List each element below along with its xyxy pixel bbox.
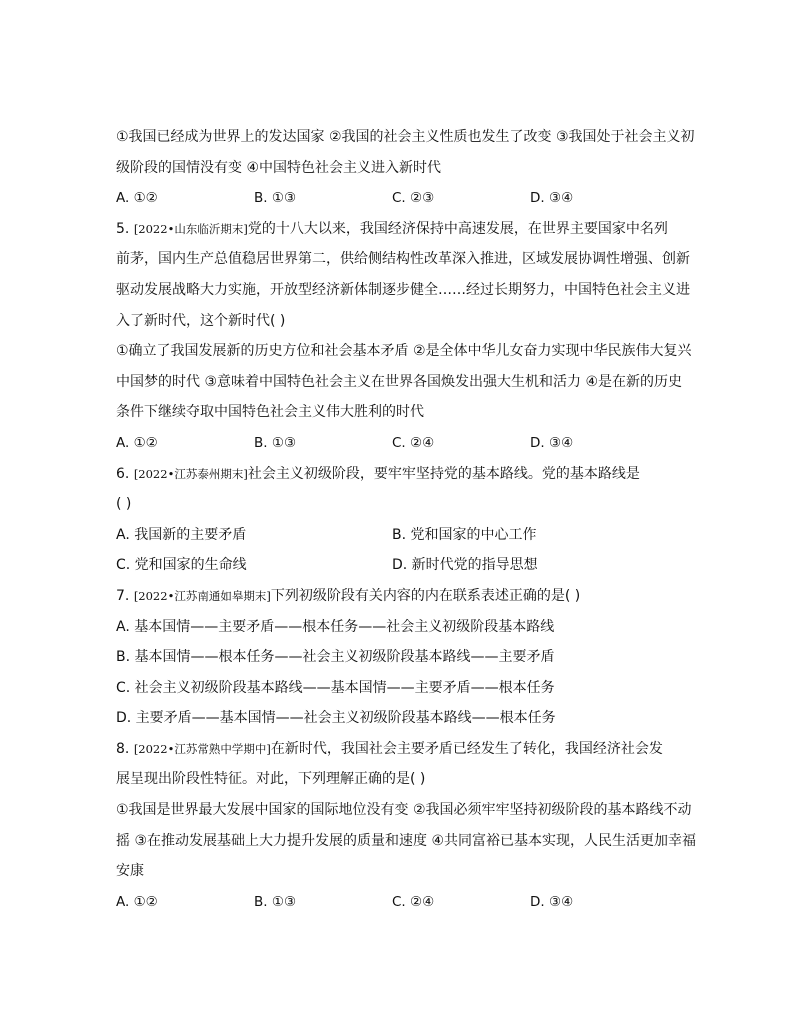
q6-stem-line-1 — [116, 459, 696, 490]
question-4 — [116, 122, 696, 214]
q5-stem-first: 党的十八大以来，我国经济保持中高速发展，在世界主要国家中名列 — [247, 220, 668, 237]
q7-option-b[interactable]: B. 基本国情——根本任务——社会主义初级阶段基本路线——主要矛盾 — [116, 649, 555, 666]
q8-choice-line-3: 安康 — [116, 863, 144, 880]
q6-stem-first: 社会主义初级阶段，要牢牢坚持党的基本路线。党的基本路线是 — [247, 465, 640, 482]
q4-choice-line-2: 级阶段的国情没有变 ④中国特色社会主义进入新时代 — [116, 159, 441, 176]
q4-option-d[interactable]: D. ③④ — [530, 190, 574, 207]
q8-source-tag: [2022•江苏常熟中学期中] — [133, 741, 271, 756]
q6-number: 6. — [116, 465, 134, 482]
question-8 — [116, 734, 696, 918]
question-6 — [116, 459, 696, 581]
q4-options — [116, 183, 696, 214]
q8-option-c[interactable]: C. ②④ — [392, 893, 435, 910]
q6-options-row-1 — [116, 520, 696, 551]
q6-stem-line-2: ( ) — [116, 496, 132, 513]
q7-source-tag: [2022•江苏南通如皋期末] — [133, 588, 271, 603]
q7-stem-first: 下列初级阶段有关内容的内在联系表述正确的是( ) — [270, 587, 581, 604]
q5-option-d[interactable]: D. ③④ — [530, 434, 574, 451]
q8-options — [116, 887, 696, 918]
q5-stem-line-1 — [116, 214, 696, 245]
q5-choice-line-3: 条件下继续夺取中国特色社会主义伟大胜利的时代 — [116, 404, 424, 421]
question-5 — [116, 214, 696, 459]
q5-number: 5. — [116, 220, 134, 237]
q5-option-b[interactable]: B. ①③ — [254, 434, 297, 451]
q8-choice-line-2: 摇 ③在推动发展基础上大力提升发展的质量和速度 ④共同富裕已基本实现，人民生活更加幸福 — [116, 832, 696, 849]
q7-option-a[interactable]: A. 基本国情——主要矛盾——根本任务——社会主义初级阶段基本路线 — [116, 618, 555, 635]
q5-option-a[interactable]: A. ①② — [116, 434, 158, 451]
q7-option-d[interactable]: D. 主要矛盾——基本国情——社会主义初级阶段基本路线——根本任务 — [116, 710, 556, 727]
q8-number: 8. — [116, 740, 134, 757]
worksheet-page — [116, 122, 696, 917]
q7-option-c[interactable]: C. 社会主义初级阶段基本路线——基本国情——主要矛盾——根本任务 — [116, 679, 555, 696]
q5-stem-line-3: 驱动发展战略大力实施，开放型经济新体制逐步健全……经过长期努力，中国特色社会主义进 — [116, 281, 690, 298]
q7-number: 7. — [116, 587, 134, 604]
q6-option-c[interactable]: C. 党和国家的生命线 — [116, 557, 247, 574]
q7-stem-line-1 — [116, 581, 696, 612]
q8-stem-line-2: 展呈现出阶段性特征。对此，下列理解正确的是( ) — [116, 771, 426, 788]
q8-choice-line-1: ①我国是世界最大发展中国家的国际地位没有变 ②我国必须牢牢坚持初级阶段的基本路线不动 — [116, 802, 692, 819]
q8-stem-first: 在新时代，我国社会主要矛盾已经发生了转化，我国经济社会发 — [270, 740, 663, 757]
q5-options — [116, 428, 696, 459]
q4-option-c[interactable]: C. ②③ — [392, 190, 435, 207]
q6-options-row-2 — [116, 550, 696, 581]
q4-option-b[interactable]: B. ①③ — [254, 190, 297, 207]
q8-stem-line-1 — [116, 734, 696, 765]
q5-option-c[interactable]: C. ②④ — [392, 434, 435, 451]
q5-stem-line-2: 前茅，国内生产总值稳居世界第二，供给侧结构性改革深入推进，区域发展协调性增强、创新 — [116, 251, 690, 268]
q5-choice-line-1: ①确立了我国发展新的历史方位和社会基本矛盾 ②是全体中华儿女奋力实现中华民族伟大复兴 — [116, 343, 692, 360]
question-7 — [116, 581, 696, 734]
q6-option-a[interactable]: A. 我国新的主要矛盾 — [116, 526, 247, 543]
q4-option-a[interactable]: A. ①② — [116, 190, 158, 207]
q8-option-a[interactable]: A. ①② — [116, 893, 158, 910]
q8-option-d[interactable]: D. ③④ — [530, 893, 574, 910]
q4-choice-line-1: ①我国已经成为世界上的发达国家 ②我国的社会主义性质也发生了改变 ③我国处于社会主义初 — [116, 129, 695, 145]
q5-source-tag: [2022•山东临沂期末] — [133, 221, 248, 236]
q6-source-tag: [2022•江苏泰州期末] — [133, 466, 248, 481]
q6-option-b[interactable]: B. 党和国家的中心工作 — [392, 526, 537, 543]
q5-choice-line-2: 中国梦的时代 ③意味着中国特色社会主义在世界各国焕发出强大生机和活力 ④是在新的历史 — [116, 373, 682, 390]
q6-option-d[interactable]: D. 新时代党的指导思想 — [392, 557, 538, 574]
q5-stem-line-4: 入了新时代，这个新时代( ) — [116, 312, 286, 329]
q8-option-b[interactable]: B. ①③ — [254, 893, 297, 910]
